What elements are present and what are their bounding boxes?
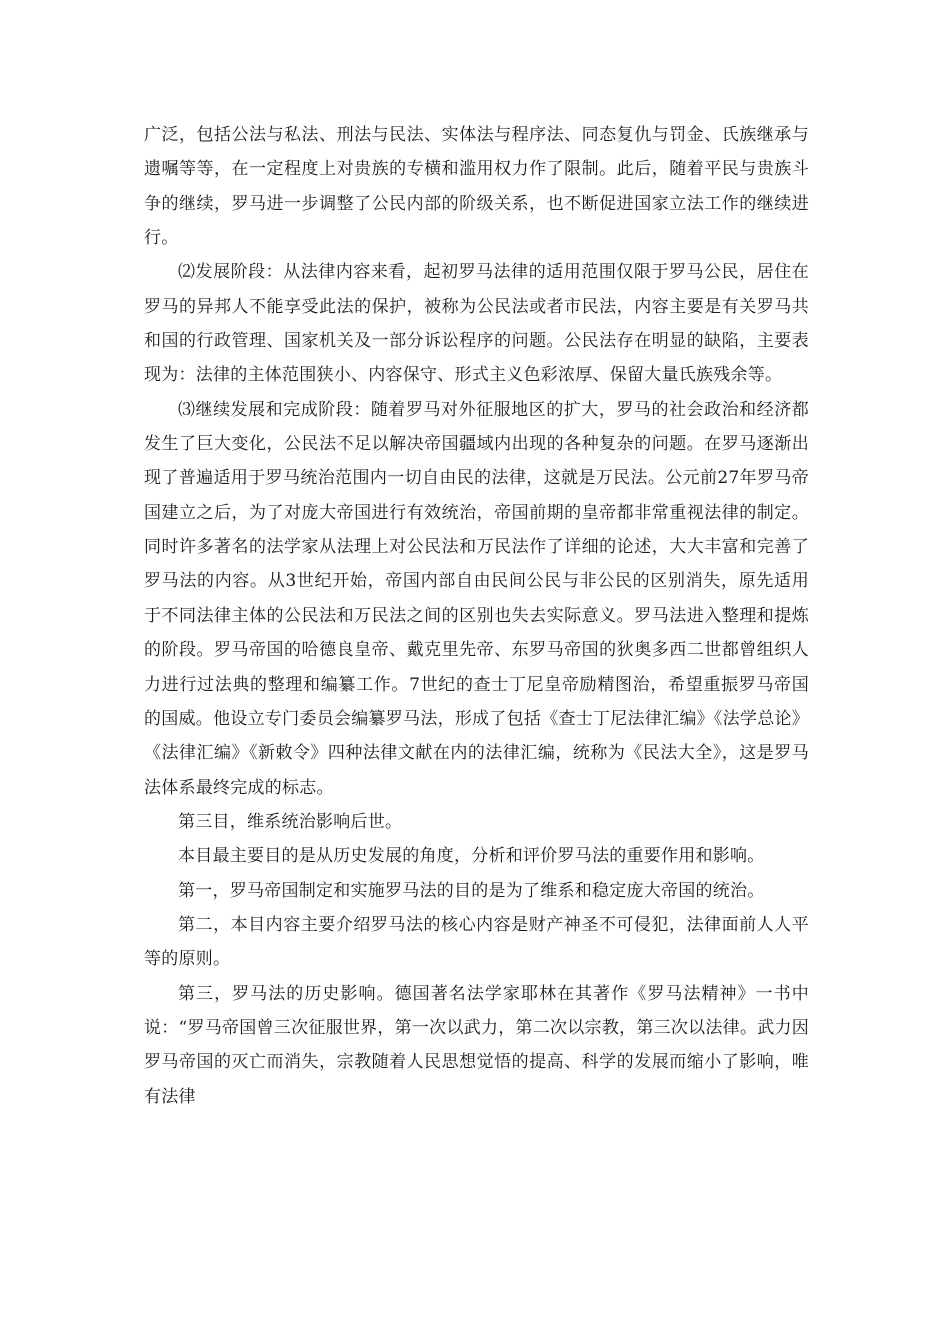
paragraph-section-purpose: 本目最主要目的是从历史发展的角度，分析和评价罗马法的重要作用和影响。	[178, 846, 765, 867]
paragraph-point-three: 第三，罗马法的历史影响。德国著名法学家耶林在其著作《罗马法精神》一书中说：“罗马帝国曾三次征服世界，第一次以武力，第二次以宗教，第三次以法律。武力因罗马帝国的灭亡而消失，宗教随着人民思想觉悟的提高、科学的发展而缩小了影响，唯有法律	[144, 983, 809, 1107]
paragraph-development-stage: ⑵发展阶段：从法律内容来看，起初罗马法律的适用范围仅限于罗马公民，居住在罗马的异邦人不能享受此法的保护，被称为公民法或者市民法，内容主要是有关罗马共和国的行政管理、国家机关及一部分诉讼程序的问题。公民法存在明显的缺陷，主要表现为：法律的主体范围狭小、内容保守、形式主义色彩浓厚、保留大量氏族残余等。	[144, 262, 809, 386]
paragraph-continued-intro: 广泛，包括公法与私法、刑法与民法、实体法与程序法、同态复仇与罚金、氏族继承与遗嘱等等，在一定程度上对贵族的专横和滥用权力作了限制。此后，随着平民与贵族斗争的继续，罗马进一步调整了公民内部的阶级关系，也不断促进国家立法工作的继续进行。	[144, 125, 809, 249]
document-body	[144, 118, 809, 1114]
paragraph-completion-stage: ⑶继续发展和完成阶段：随着罗马对外征服地区的扩大，罗马的社会政治和经济都发生了巨大变化，公民法不足以解决帝国疆域内出现的各种复杂的问题。在罗马逐渐出现了普遍适用于罗马统治范围内一切自由民的法律，这就是万民法。公元前27年罗马帝国建立之后，为了对庞大帝国进行有效统治，帝国前期的皇帝都非常重视法律的制定。同时许多著名的法学家从法理上对公民法和万民法作了详细的论述，大大丰富和完善了罗马法的内容。从3世纪开始，帝国内部自由民间公民与非公民的区别消失，原先适用于不同法律主体的公民法和万民法之间的区别也失去实际意义。罗马法进入整理和提炼的阶段。罗马帝国的哈德良皇帝、戴克里先帝、东罗马帝国的狄奥多西二世都曾组织人力进行过法典的整理和编纂工作。7世纪的查士丁尼皇帝励精图治，希望重振罗马帝国的国威。他设立专门委员会编纂罗马法，形成了包括《查士丁尼法律汇编》《法学总论》《法律汇编》《新敕令》四种法律文献在内的法律汇编，统称为《民法大全》，这是罗马法体系最终完成的标志。	[144, 399, 809, 798]
section-heading-third: 第三目，维系统治影响后世。	[178, 811, 403, 832]
paragraph-point-one: 第一，罗马帝国制定和实施罗马法的目的是为了维系和稳定庞大帝国的统治。	[178, 880, 765, 901]
paragraph-point-two: 第二，本目内容主要介绍罗马法的核心内容是财产神圣不可侵犯，法律面前人人平等的原则。	[144, 914, 809, 970]
